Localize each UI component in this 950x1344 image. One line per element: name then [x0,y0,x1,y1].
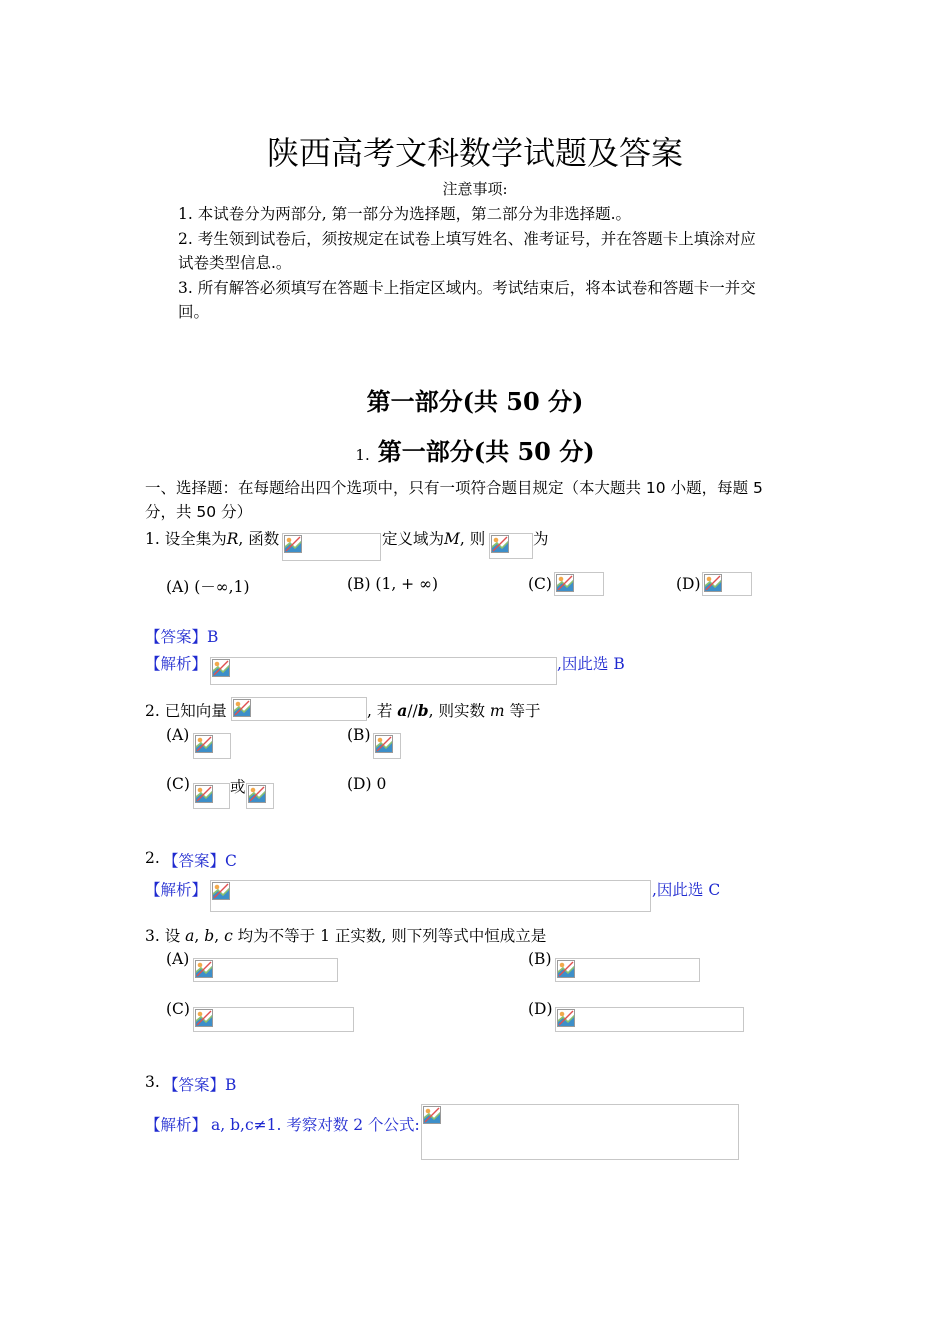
page-title: 陕西高考文科数学试题及答案 [266,134,683,172]
broken-image-icon [195,785,213,803]
option-d: (D) 0 [347,775,387,793]
broken-image-icon [284,535,302,553]
question-1-text: 1. 设全集为R, 函数 [145,530,280,548]
broken-image-icon [557,960,575,978]
analysis-conclusion: ,因此选 C [652,881,721,899]
analysis-label: 【解析】 [145,655,208,673]
section-heading-number: 1. [355,446,370,464]
section-title: 第一部分(共 50 分) [366,387,584,416]
question-2-text: , 若 a//b, 则实数 m 等于 [367,701,541,720]
formula-image [231,697,367,721]
broken-image-icon [556,574,574,592]
option-a: (A) [166,950,190,968]
analysis-text: a, b,c≠1. 考察对数 2 个公式: [211,1116,420,1134]
broken-image-icon [491,535,509,553]
instruction-line: 分，共 50 分） [145,503,253,521]
instruction-line: 一、选择题：在每题给出四个选项中，只有一项符合题目规定（本大题共 10 小题，每题 5 [145,479,763,497]
formula-image [489,533,533,559]
option-c-or: 或 [230,778,246,796]
question-3-text: 3. 设 a, b, c 均为不等于 1 正实数, 则下列等式中恒成立是 [145,927,547,945]
broken-image-icon [557,1009,575,1027]
option-b: (B) [347,726,371,744]
broken-image-icon [375,735,393,753]
formula-image [210,880,651,912]
broken-image-icon [248,785,266,803]
option-c: (C) [166,775,190,793]
formula-image [421,1104,739,1160]
answer-number: 2. [145,849,160,867]
answer: 【答案】C [163,852,237,870]
formula-image [555,1007,744,1032]
question-1-text: 定义域为M, 则 [382,530,486,548]
notice-item: 3. 所有解答必须填写在答题卡上指定区域内。考试结束后，将本试卷和答题卡一并交 [178,279,756,297]
notice-item: 2. 考生领到试卷后，须按规定在试卷上填写姓名、准考证号，并在答题卡上填涂对应 [178,230,756,248]
formula-image [193,783,230,809]
notice-item: 1. 本试卷分为两部分, 第一部分为选择题，第二部分为非选择题.。 [178,205,631,223]
question-2-text: 2. 已知向量 [145,702,227,720]
broken-image-icon [195,735,213,753]
formula-image [282,533,381,561]
option-d: (D) [528,1000,553,1018]
broken-image-icon [212,882,230,900]
section-heading-text: 第一部分(共 50 分) [377,437,595,466]
formula-image [193,958,338,982]
question-1-text: 为 [533,530,549,548]
option-a: (A) [166,726,190,744]
formula-image [555,958,700,982]
formula-image [554,572,604,596]
formula-image [246,783,274,809]
analysis-conclusion: ,因此选 B [557,655,625,673]
formula-image [193,733,231,759]
analysis-label: 【解析】 [145,881,208,899]
broken-image-icon [212,659,230,677]
option-c: (C) [166,1000,190,1018]
option-b: (B) (1, + ∞) [347,575,439,593]
formula-image [193,1007,354,1032]
broken-image-icon [704,574,722,592]
analysis-label: 【解析】 [145,1116,208,1134]
answer: 【答案】B [145,628,219,646]
broken-image-icon [195,1009,213,1027]
section-heading [0,432,950,467]
notice-item: 试卷类型信息.。 [178,254,292,272]
answer: 【答案】B [163,1076,237,1094]
option-d: (D) [676,575,701,593]
option-b: (B) [528,950,552,968]
option-c: (C) [528,575,552,593]
broken-image-icon [423,1106,441,1124]
notice-item: 回。 [178,303,210,321]
broken-image-icon [195,960,213,978]
formula-image [373,733,401,759]
formula-image [702,572,752,596]
notice-heading: 注意事项: [442,180,508,198]
broken-image-icon [233,699,251,717]
formula-image [210,657,557,685]
option-a: (A) (－∞,1) [166,578,250,596]
answer-number: 3. [145,1073,160,1091]
